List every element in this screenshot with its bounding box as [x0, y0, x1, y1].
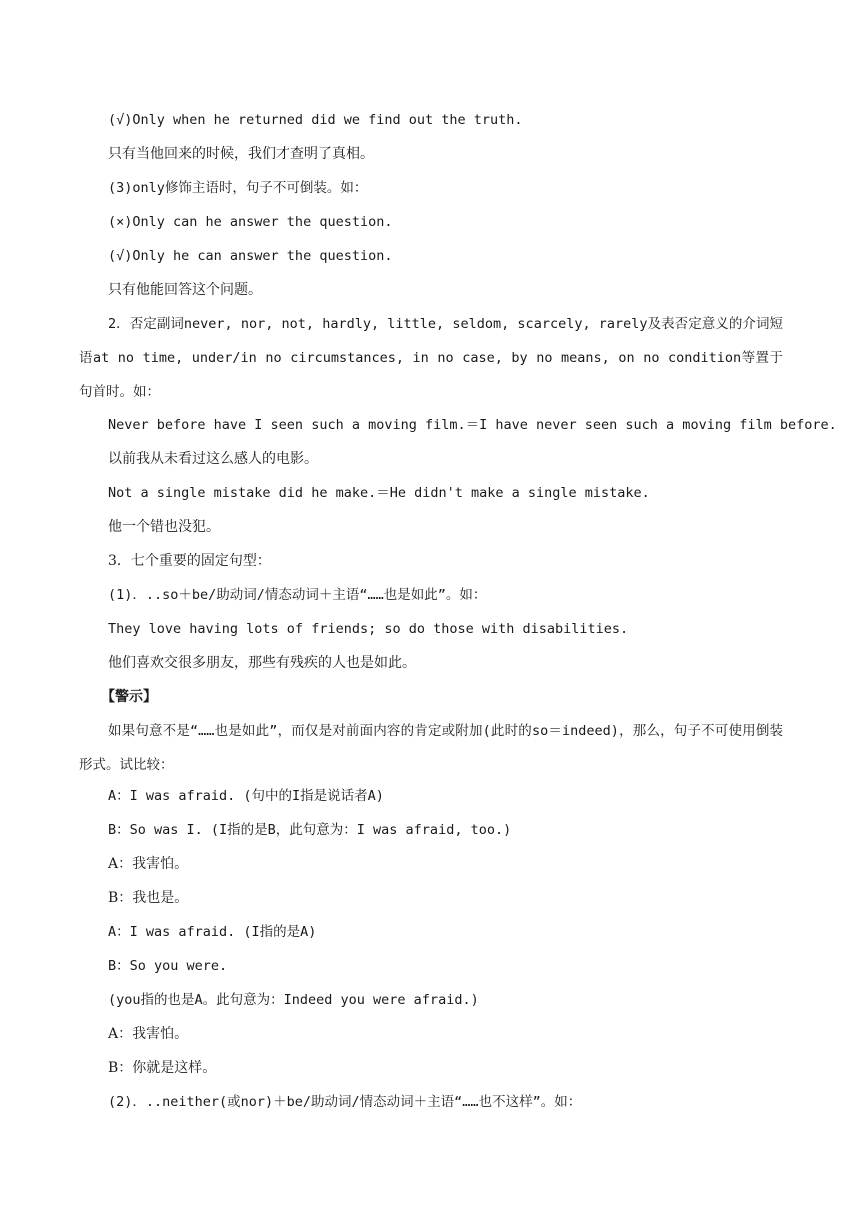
dialogue-line: A：I was afraid. (句中的I指是说话者A) — [108, 788, 384, 804]
example-sentence: (√)Only he can answer the question. — [108, 248, 393, 264]
warning-text: 如果句意不是“……也是如此”，而仅是对前面内容的肯定或附加(此时的so＝indeed)，那么，句子不可使用倒装形式。试比较： — [79, 723, 783, 773]
example-sentence: (√)Only when he returned did we find out the truth. — [108, 112, 523, 128]
dialogue-line: B：So was I. (I指的是B，此句意为：I was afraid, too.) — [108, 822, 512, 838]
warning-label: 【警示】 — [101, 689, 157, 705]
dialogue-line: B：我也是。 — [108, 890, 189, 906]
dialogue-line: A：我害怕。 — [108, 856, 189, 872]
rule-line: (3)only修饰主语时，句子不可倒装。如： — [108, 180, 368, 196]
pattern-heading: (2)．..neither(或nor)＋be/助动词/情态动词＋主语“……也不这样”。如： — [108, 1094, 582, 1110]
translation-line: 只有当他回来的时候，我们才查明了真相。 — [108, 146, 374, 162]
section-heading-3: 3．七个重要的固定句型： — [108, 553, 271, 569]
translation-line: 他一个错也没犯。 — [108, 519, 220, 535]
note-line: (you指的也是A。此句意为：Indeed you were afraid.) — [108, 992, 479, 1008]
dialogue-line: B：你就是这样。 — [108, 1060, 217, 1076]
translation-line: 只有他能回答这个问题。 — [108, 282, 262, 298]
example-sentence: (×)Only can he answer the question. — [108, 214, 393, 230]
dialogue-line: B：So you were. — [108, 958, 228, 974]
example-sentence: Not a single mistake did he make.＝He didn't make a single mistake. — [108, 485, 650, 501]
dialogue-line: A：I was afraid. (I指的是A) — [108, 924, 317, 940]
section-heading-2: 2．否定副词never, nor, not, hardly, little, seldom, scarcely, rarely及表否定意义的介词短语at no time, under/in no circumstances, in no case, by no means, on no condition等置于句首时。如： — [79, 316, 783, 400]
dialogue-line: A：我害怕。 — [108, 1026, 189, 1042]
pattern-heading: (1)．..so＋be/助动词/情态动词＋主语“……也是如此”。如： — [108, 587, 487, 603]
example-sentence: Never before have I seen such a moving film.＝I have never seen such a moving film before. — [108, 417, 837, 433]
translation-line: 以前我从未看过这么感人的电影。 — [108, 451, 318, 467]
translation-line: 他们喜欢交很多朋友，那些有残疾的人也是如此。 — [108, 655, 416, 671]
example-sentence: They love having lots of friends; so do those with disabilities. — [108, 621, 629, 637]
